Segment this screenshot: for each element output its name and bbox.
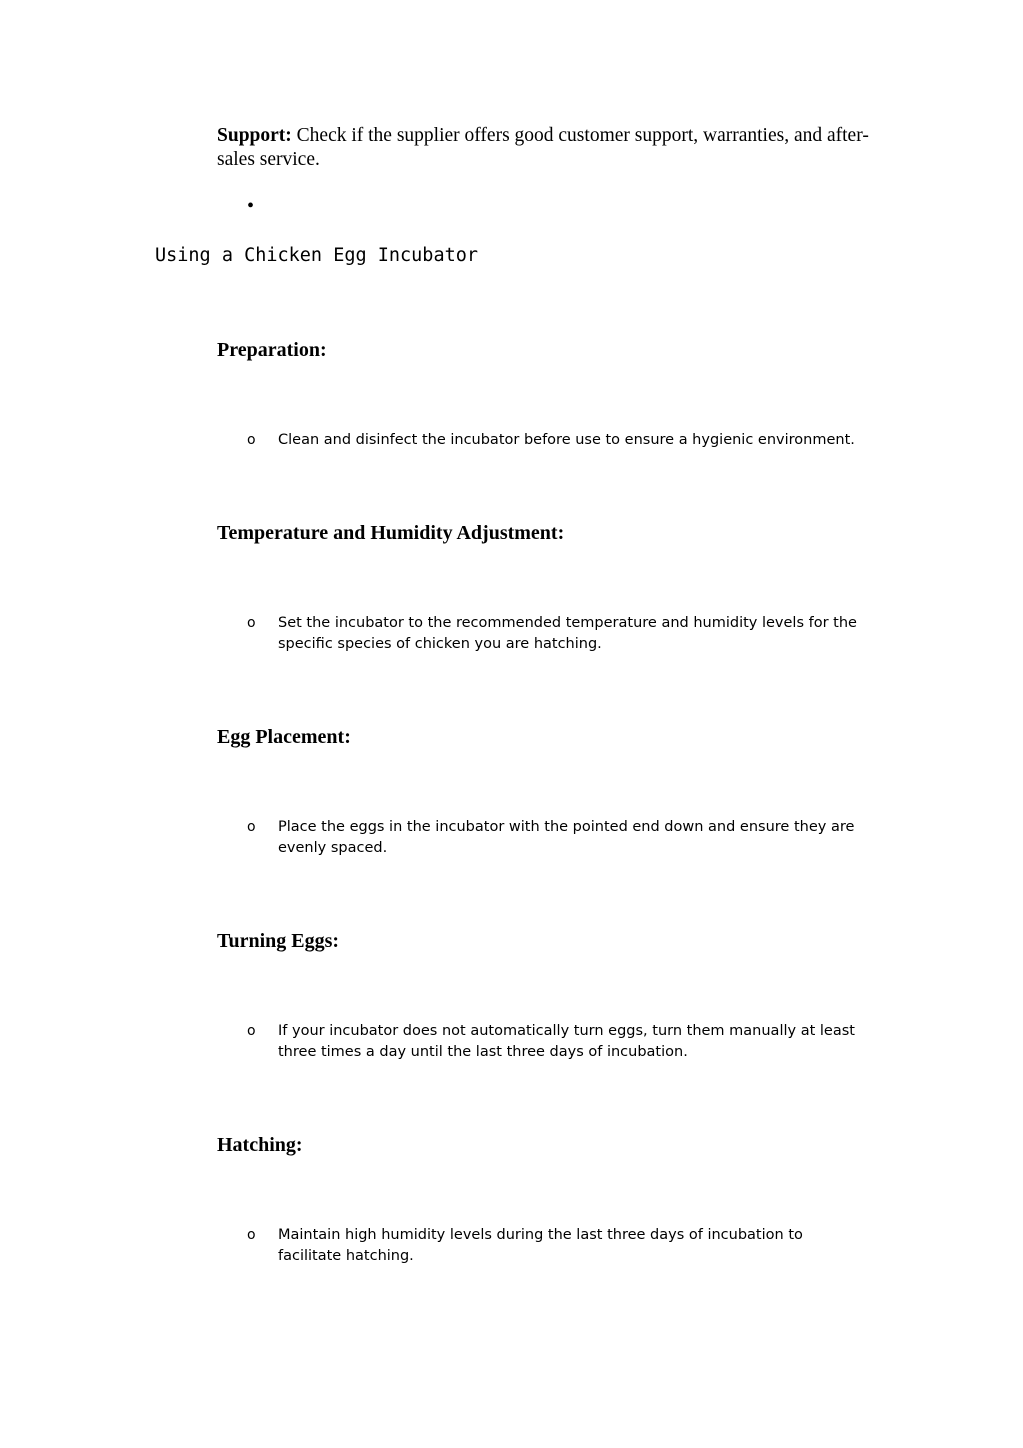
list-marker: o xyxy=(247,432,256,448)
step-heading-turning-eggs: Turning Eggs: xyxy=(217,930,340,952)
section-title: Using a Chicken Egg Incubator xyxy=(155,245,479,266)
support-paragraph xyxy=(217,124,877,172)
step-heading-egg-placement: Egg Placement: xyxy=(217,726,351,748)
empty-bullet: • xyxy=(247,195,255,217)
step-heading-hatching: Hatching: xyxy=(217,1134,303,1156)
step-heading-preparation: Preparation: xyxy=(217,339,327,361)
list-marker: o xyxy=(247,1227,256,1243)
support-text: Check if the supplier offers good customer support, warranties, and after-sales service. xyxy=(217,125,869,170)
support-label: Support: xyxy=(217,125,292,146)
step-heading-temperature-humidity: Temperature and Humidity Adjustment: xyxy=(217,522,565,544)
step-detail-preparation: Clean and disinfect the incubator before use to ensure a hygienic environment. xyxy=(278,432,855,448)
step-detail-hatching: Maintain high humidity levels during the last three days of incubation to facilitate hatching. xyxy=(278,1227,803,1264)
list-marker: o xyxy=(247,1023,256,1039)
list-marker: o xyxy=(247,615,256,631)
list-marker: o xyxy=(247,819,256,835)
step-detail-turning-eggs: If your incubator does not automatically turn eggs, turn them manually at least three times a day until the last three days of incubation. xyxy=(278,1023,855,1060)
step-detail-egg-placement: Place the eggs in the incubator with the pointed end down and ensure they are evenly spaced. xyxy=(278,819,855,856)
step-detail-temperature-humidity: Set the incubator to the recommended temperature and humidity levels for the specific species of chicken you are hatching. xyxy=(278,615,857,652)
